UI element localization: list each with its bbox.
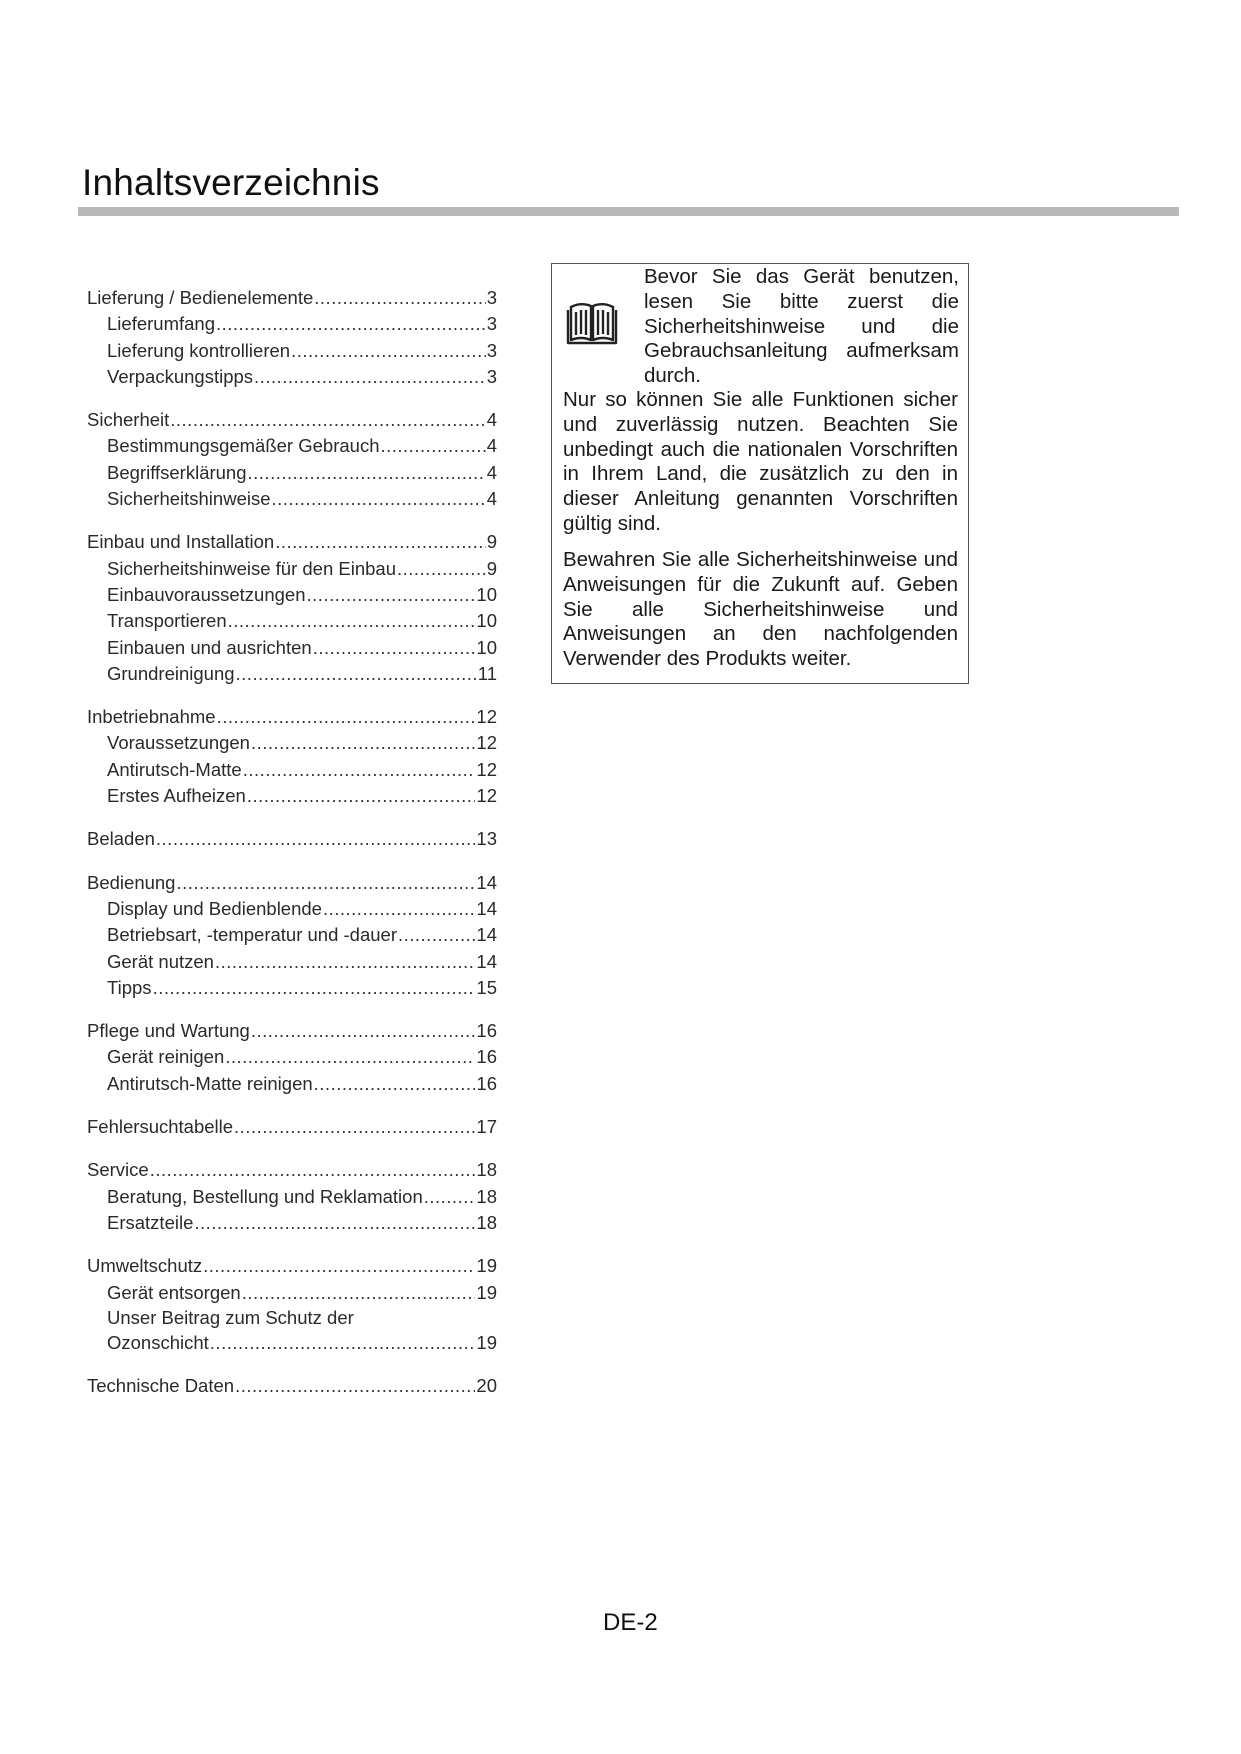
toc-page-number: 12 <box>476 758 497 780</box>
dot-leader <box>398 922 475 948</box>
toc-page-number: 16 <box>476 1072 497 1094</box>
toc-entry-label: Antirutsch-Matte <box>107 758 242 780</box>
toc-subentry[interactable] <box>87 582 497 608</box>
toc-page-number: 9 <box>486 557 497 579</box>
toc-section <box>87 285 497 390</box>
toc-section <box>87 529 497 687</box>
dot-leader <box>254 364 486 390</box>
toc-entry-label: Grundreinigung <box>107 662 235 684</box>
toc-page-number: 12 <box>476 785 497 807</box>
title-divider <box>78 207 1179 216</box>
toc-entry-label: Service <box>87 1159 149 1181</box>
toc-subentry[interactable] <box>87 949 497 975</box>
dot-leader <box>380 433 485 459</box>
toc-subentry-label: Unser Beitrag zum Schutz der <box>107 1306 354 1328</box>
toc-subentry[interactable] <box>87 661 497 687</box>
dot-leader <box>225 1044 475 1070</box>
toc-subentry[interactable] <box>87 1071 497 1097</box>
dot-leader <box>203 1253 475 1279</box>
toc-page-number: 18 <box>476 1211 497 1233</box>
toc-page-number: 18 <box>476 1159 497 1181</box>
toc-entry-label: Fehlersuchtabelle <box>87 1116 234 1138</box>
toc-page-number: 15 <box>476 976 497 998</box>
safety-notice-box <box>551 263 969 684</box>
toc-page-number: 4 <box>486 435 497 457</box>
dot-leader <box>242 1280 476 1306</box>
toc-entry-label: Ersatzteile <box>107 1211 194 1233</box>
toc-entry[interactable] <box>87 870 497 896</box>
toc-subentry[interactable] <box>87 1210 497 1236</box>
toc-subentry[interactable] <box>87 556 497 582</box>
toc-page-number: 20 <box>476 1375 497 1397</box>
toc-entry-label: Voraussetzungen <box>107 732 250 754</box>
toc-entry[interactable] <box>87 826 497 852</box>
toc-entry-label: Lieferumfang <box>107 313 215 335</box>
toc-page-number: 4 <box>486 461 497 483</box>
toc-subentry[interactable] <box>87 730 497 756</box>
dot-leader <box>176 870 475 896</box>
toc-page-number: 3 <box>486 339 497 361</box>
toc-section <box>87 1253 497 1356</box>
toc-subentry[interactable] <box>87 757 497 783</box>
dot-leader <box>217 704 476 730</box>
dot-leader <box>314 1071 476 1097</box>
dot-leader <box>397 556 486 582</box>
toc-page-number: 18 <box>476 1185 497 1207</box>
toc-section <box>87 826 497 852</box>
dot-leader <box>314 285 485 311</box>
dot-leader <box>210 1330 476 1356</box>
toc-entry-label: Transportieren <box>107 610 227 632</box>
dot-leader <box>307 582 476 608</box>
toc-entry-label: Gerät entsorgen <box>107 1281 241 1303</box>
toc-section <box>87 407 497 512</box>
toc-entry[interactable] <box>87 1157 497 1183</box>
toc-page-number: 12 <box>476 706 497 728</box>
page-number: DE-2 <box>603 1609 658 1636</box>
toc-subentry[interactable] <box>87 975 497 1001</box>
toc-section <box>87 1373 497 1399</box>
toc-page-number: 3 <box>486 365 497 387</box>
toc-page-number: 3 <box>486 313 497 335</box>
dot-leader <box>215 949 475 975</box>
toc-entry-label: Bedienung <box>87 871 176 893</box>
toc-entry-label: Lieferung / Bedienelemente <box>87 287 314 308</box>
toc-entry-label: Erstes Aufheizen <box>107 785 246 807</box>
dot-leader <box>313 635 476 661</box>
toc-subentry[interactable] <box>87 433 497 459</box>
toc-page-number: 16 <box>476 1046 497 1068</box>
toc-entry-label: Gerät reinigen <box>107 1046 225 1068</box>
toc-entry[interactable] <box>87 1018 497 1044</box>
toc-page-number: 16 <box>476 1020 497 1042</box>
toc-subentry[interactable] <box>87 1330 497 1356</box>
dot-leader <box>251 1018 476 1044</box>
dot-leader <box>243 757 476 783</box>
toc-entry-label: Umweltschutz <box>87 1255 203 1277</box>
table-of-contents <box>87 285 497 1416</box>
manual-book-icon <box>565 298 619 348</box>
toc-entry[interactable] <box>87 704 497 730</box>
toc-page-number: 10 <box>476 610 497 632</box>
dot-leader <box>153 975 476 1001</box>
notice-body-text: Nur so können Sie alle Funktionen sicher und zuverlässig nutzen. Beachten Sie unbedingt auch die nationalen Vorschriften in Ihrem Land, die zusätzlich zu den in dieser Anleitung genannten Vorschriften gültig sind. <box>563 388 958 535</box>
toc-entry-label: Antirutsch-Matte reinigen <box>107 1072 313 1094</box>
toc-entry-label: Tipps <box>107 976 152 998</box>
toc-subentry[interactable] <box>87 486 497 512</box>
dot-leader <box>235 1373 475 1399</box>
toc-entry[interactable] <box>87 407 497 433</box>
toc-page-number: 3 <box>486 287 497 308</box>
toc-entry[interactable] <box>87 285 497 311</box>
toc-entry-label: Sicherheitshinweise für den Einbau <box>107 557 396 579</box>
toc-subentry[interactable] <box>87 1044 497 1070</box>
dot-leader <box>251 730 475 756</box>
dot-leader <box>291 338 486 364</box>
toc-page-number: 19 <box>476 1255 497 1277</box>
dot-leader <box>234 1114 475 1140</box>
page-title: Inhaltsverzeichnis <box>82 162 380 203</box>
toc-entry-label: Beladen <box>87 828 155 850</box>
toc-subentry[interactable] <box>87 311 497 337</box>
dot-leader <box>247 783 476 809</box>
toc-entry-label: Einbauvoraussetzungen <box>107 583 306 605</box>
toc-page-number: 10 <box>476 583 497 605</box>
toc-subentry[interactable] <box>87 1184 497 1210</box>
notice-retain-text: Bewahren Sie alle Sicherheitshinweise und Anweisungen für die Zukunft auf. Geben Sie alle Sicherheitshinweise und Anweisungen an den nachfolgenden Verwender des Produkts weiter. <box>563 548 958 671</box>
toc-entry[interactable] <box>87 1373 497 1399</box>
dot-leader <box>323 896 475 922</box>
toc-entry-label: Lieferung kontrollieren <box>107 339 291 361</box>
toc-entry-label: Beratung, Bestellung und Reklamation <box>107 1185 423 1207</box>
dot-leader <box>150 1157 476 1183</box>
toc-entry-label: Gerät nutzen <box>107 950 214 972</box>
toc-section <box>87 704 497 809</box>
toc-entry[interactable] <box>87 529 497 555</box>
toc-section <box>87 1157 497 1236</box>
dot-leader <box>170 407 485 433</box>
toc-page-number: 10 <box>476 636 497 658</box>
toc-entry-label: Begriffserklärung <box>107 461 247 483</box>
toc-subentry[interactable] <box>87 1280 497 1306</box>
toc-subentry[interactable] <box>87 922 497 948</box>
toc-page-number: 19 <box>476 1331 497 1353</box>
toc-subentry[interactable] <box>87 608 497 634</box>
toc-entry-label: Technische Daten <box>87 1375 235 1397</box>
toc-subentry[interactable] <box>87 364 497 390</box>
dot-leader <box>272 486 486 512</box>
toc-page-number: 4 <box>486 488 497 510</box>
toc-subentry[interactable] <box>87 635 497 661</box>
toc-entry-label: Einbau und Installation <box>87 531 275 553</box>
toc-entry-label: Betriebsart, -temperatur und -dauer <box>107 924 397 946</box>
toc-page-number: 13 <box>476 828 497 850</box>
toc-page-number: 9 <box>486 531 497 553</box>
toc-entry-label: Pflege und Wartung <box>87 1020 250 1042</box>
toc-entry-label: Inbetriebnahme <box>87 706 216 728</box>
toc-entry-label: Sicherheit <box>87 409 170 431</box>
toc-entry[interactable] <box>87 1253 497 1279</box>
toc-page-number: 11 <box>477 662 497 684</box>
toc-entry-label: Einbauen und ausrichten <box>107 636 312 658</box>
toc-section <box>87 870 497 1001</box>
dot-leader <box>248 460 486 486</box>
toc-entry[interactable] <box>87 1114 497 1140</box>
toc-page-number: 14 <box>476 924 497 946</box>
toc-page-number: 14 <box>476 897 497 919</box>
toc-page-number: 4 <box>486 409 497 431</box>
toc-subentry[interactable] <box>87 460 497 486</box>
dot-leader <box>156 826 476 852</box>
toc-section <box>87 1018 497 1097</box>
dot-leader <box>424 1184 476 1210</box>
dot-leader <box>216 311 486 337</box>
toc-subentry[interactable] <box>87 338 497 364</box>
dot-leader <box>194 1210 475 1236</box>
toc-entry-label: Bestimmungsgemäßer Gebrauch <box>107 435 380 457</box>
toc-subentry[interactable] <box>87 783 497 809</box>
toc-section <box>87 1114 497 1140</box>
notice-intro-text: Bevor Sie das Gerät benutzen, lesen Sie bitte zuerst die Sicherheitshinweise und die Gebrauchsanleitung aufmerksam durch. <box>644 265 959 388</box>
toc-page-number: 12 <box>476 732 497 754</box>
toc-page-number: 19 <box>476 1281 497 1303</box>
toc-entry-label: Display und Bedienblende <box>107 897 322 919</box>
toc-entry-label: Sicherheitshinweise <box>107 488 271 510</box>
dot-leader <box>228 608 476 634</box>
toc-page-number: 14 <box>476 871 497 893</box>
toc-page-number: 17 <box>476 1116 497 1138</box>
dot-leader <box>275 529 486 555</box>
dot-leader <box>236 661 477 687</box>
toc-page-number: 14 <box>476 950 497 972</box>
toc-subentry[interactable] <box>87 896 497 922</box>
toc-entry-label: Verpackungstipps <box>107 365 254 387</box>
toc-entry-label: Ozonschicht <box>107 1331 209 1353</box>
